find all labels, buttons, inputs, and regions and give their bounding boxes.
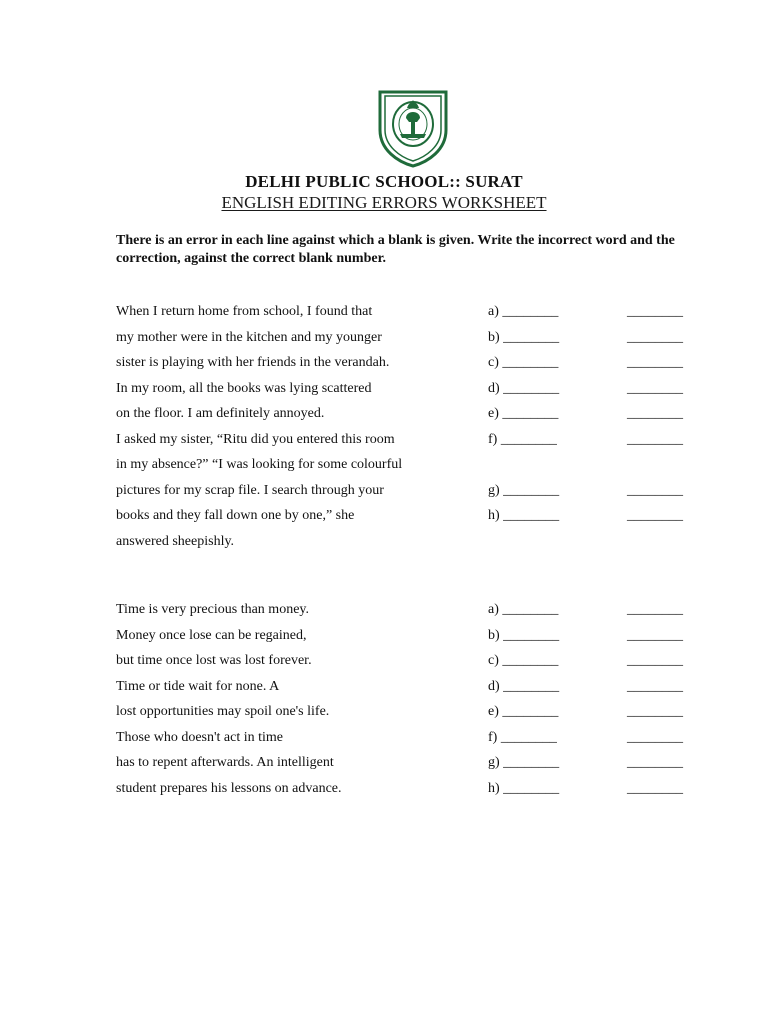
passage-text: Time or tide wait for none. A (116, 678, 280, 694)
passage-1 (116, 304, 716, 559)
passage-text: Time is very precious than money. (116, 602, 309, 617)
passage-text: my mother were in the kitchen and my younger (116, 329, 382, 345)
passage-text: books and they fall down one by one,” she (116, 508, 355, 523)
answer-blank-correction: ________ (627, 482, 683, 498)
answer-blank-incorrect: e) ________ (488, 406, 559, 421)
answer-blank-incorrect: h) ________ (488, 780, 560, 796)
answer-blank-incorrect: b) ________ (488, 329, 560, 345)
passage-text: but time once lost was lost forever. (116, 653, 312, 668)
passage-line (116, 755, 716, 781)
answer-blank-incorrect: c) ________ (488, 653, 559, 668)
passage-line (116, 381, 716, 407)
passage-text: In my room, all the books was lying scattered (116, 380, 372, 396)
passage-line (116, 730, 716, 756)
passage-line (116, 355, 716, 381)
answer-blank-correction: ________ (627, 329, 683, 345)
worksheet-title (0, 193, 768, 213)
instructions: There is an error in each line against which a blank is given. Write the incorrect word and the correction, against the correct blank number. (116, 233, 675, 266)
passage-text: When I return home from school, I found that (116, 304, 373, 319)
passage-text: has to repent afterwards. An intelligent (116, 755, 334, 770)
passage-text: I asked my sister, “Ritu did you entered this room (116, 431, 395, 447)
passage-text: lost opportunities may spoil one's life. (116, 704, 330, 719)
answer-blank-correction: ________ (627, 704, 683, 719)
passage-line (116, 679, 716, 705)
answer-blank-correction: ________ (627, 627, 683, 643)
passage-2 (116, 602, 716, 806)
passage-text: Those who doesn't act in time (116, 729, 283, 745)
passage-line (116, 330, 716, 356)
passage-line (116, 304, 716, 330)
answer-blank-incorrect: g) ________ (488, 482, 560, 498)
answer-blank-correction: ________ (627, 678, 683, 694)
answer-blank-incorrect: f) ________ (488, 431, 557, 447)
passage-text: in my absence?” “I was looking for some colourful (116, 457, 403, 472)
answer-blank-incorrect: h) ________ (488, 508, 560, 523)
passage-line (116, 406, 716, 432)
passage-line (116, 602, 716, 628)
passage-text: pictures for my scrap file. I search through your (116, 482, 384, 498)
passage-line (116, 653, 716, 679)
answer-blank-incorrect: d) ________ (488, 678, 560, 694)
passage-text: on the floor. I am definitely annoyed. (116, 406, 325, 421)
answer-blank-correction: ________ (627, 755, 683, 770)
passage-line (116, 483, 716, 509)
passage-line (116, 704, 716, 730)
passage-text: student prepares his lessons on advance. (116, 780, 342, 796)
passage-line (116, 457, 716, 483)
answer-blank-correction: ________ (627, 304, 683, 319)
school-crest-icon (376, 86, 450, 168)
answer-blank-incorrect: f) ________ (488, 729, 557, 745)
worksheet-title-text: ENGLISH EDITING ERRORS WORKSHEET (221, 193, 547, 212)
answer-blank-correction: ________ (627, 380, 683, 396)
answer-blank-incorrect: g) ________ (488, 755, 560, 770)
passage-text: sister is playing with her friends in the verandah. (116, 355, 390, 370)
answer-blank-correction: ________ (627, 431, 683, 447)
answer-blank-correction: ________ (627, 653, 683, 668)
answer-blank-incorrect: a) ________ (488, 602, 559, 617)
passage-line (116, 432, 716, 458)
answer-blank-correction: ________ (627, 780, 683, 796)
passage-line (116, 508, 716, 534)
answer-blank-correction: ________ (627, 729, 683, 745)
passage-text: Money once lose can be regained, (116, 627, 307, 643)
answer-blank-incorrect: a) ________ (488, 304, 559, 319)
answer-blank-correction: ________ (627, 406, 683, 421)
answer-blank-incorrect: d) ________ (488, 380, 560, 396)
answer-blank-incorrect: e) ________ (488, 704, 559, 719)
passage-line (116, 534, 716, 560)
answer-blank-correction: ________ (627, 602, 683, 617)
answer-blank-incorrect: b) ________ (488, 627, 560, 643)
answer-blank-correction: ________ (627, 355, 683, 370)
school-name: DELHI PUBLIC SCHOOL:: SURAT (245, 172, 523, 191)
answer-blank-incorrect: c) ________ (488, 355, 559, 370)
passage-text: answered sheepishly. (116, 533, 235, 549)
answer-blank-correction: ________ (627, 508, 683, 523)
passage-line (116, 628, 716, 654)
passage-line (116, 781, 716, 807)
